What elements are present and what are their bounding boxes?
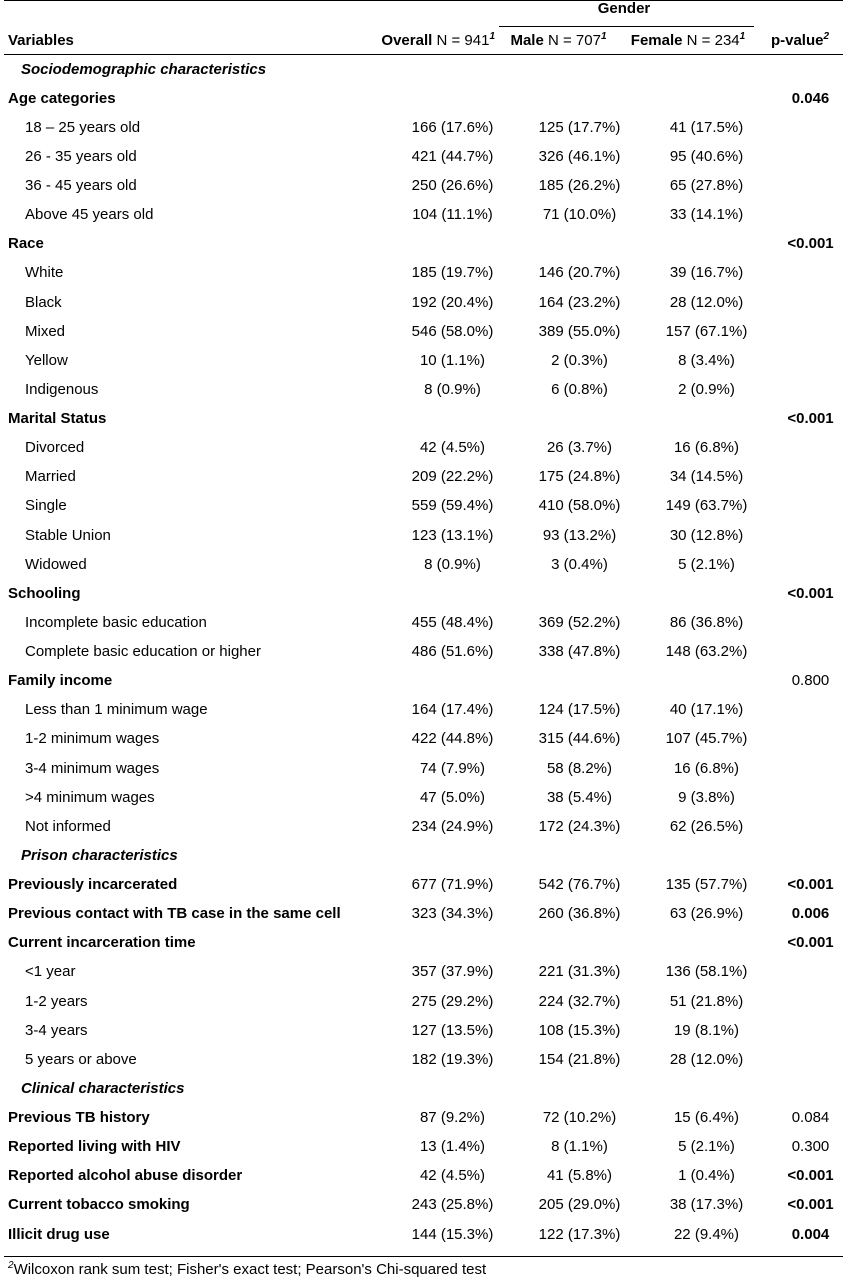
category-row bbox=[0, 754, 847, 783]
male-cell: 542 (76.7%) bbox=[538, 876, 621, 894]
category-row bbox=[0, 783, 847, 812]
overall-cell: 357 (37.9%) bbox=[411, 963, 494, 981]
variable-row bbox=[0, 1133, 847, 1162]
overall-cell: 422 (44.8%) bbox=[411, 730, 494, 748]
pvalue-cell bbox=[774, 434, 847, 463]
male-cell: 224 (32.7%) bbox=[538, 992, 621, 1010]
header-male: Male $N = 707^1$ bbox=[510, 31, 607, 49]
row-label: 1-2 years bbox=[25, 992, 88, 1010]
female-cell: 136 (58.1%) bbox=[665, 963, 748, 981]
female-cell: 107 (45.7%) bbox=[665, 730, 748, 748]
section-row bbox=[0, 55, 847, 84]
overall-cell: 486 (51.6%) bbox=[411, 643, 494, 661]
row-label: Widowed bbox=[25, 555, 87, 573]
row-label: Previous TB history bbox=[8, 1109, 150, 1127]
overall-cell bbox=[385, 579, 520, 608]
female-cell: 16 (6.8%) bbox=[673, 759, 740, 777]
footnote: $^2$Wilcoxon rank sum test; Fisher's exact test; Pearson's Chi-squared test bbox=[8, 1260, 487, 1278]
overall-cell: 10 (1.1%) bbox=[419, 351, 486, 369]
male-cell: 2 (0.3%) bbox=[551, 351, 608, 369]
male-cell: 185 (26.2%) bbox=[538, 177, 621, 195]
male-cell: 72 (10.2%) bbox=[542, 1109, 617, 1127]
row-label: Sociodemographic characteristics bbox=[21, 60, 267, 78]
row-label: Prison characteristics bbox=[21, 846, 178, 864]
row-label: Mixed bbox=[25, 322, 66, 340]
pvalue-cell: <0.001 bbox=[787, 876, 834, 894]
section-row bbox=[0, 1074, 847, 1103]
female-cell: 28 (12.0%) bbox=[669, 1050, 744, 1068]
male-cell: 164 (23.2%) bbox=[538, 293, 621, 311]
pvalue-cell: 0.800 bbox=[791, 672, 830, 690]
pvalue-cell bbox=[774, 259, 847, 288]
overall-cell bbox=[385, 667, 520, 696]
male-cell bbox=[520, 1074, 639, 1103]
male-cell: 326 (46.1%) bbox=[538, 147, 621, 165]
overall-cell: 8 (0.9%) bbox=[424, 380, 481, 398]
overall-cell: 104 (11.1%) bbox=[412, 206, 493, 224]
pvalue-cell bbox=[774, 638, 847, 667]
pvalue-cell bbox=[774, 288, 847, 317]
row-label: Black bbox=[25, 293, 62, 311]
row-label: 3-4 minimum wages bbox=[25, 759, 160, 777]
variable-row bbox=[0, 579, 847, 608]
pvalue-cell: 0.004 bbox=[791, 1225, 830, 1243]
category-row bbox=[0, 201, 847, 230]
female-cell: 40 (17.1%) bbox=[669, 701, 744, 719]
row-label: 36 - 45 years old bbox=[25, 177, 137, 195]
category-row bbox=[0, 1016, 847, 1045]
variable-row bbox=[0, 871, 847, 900]
female-cell bbox=[639, 1074, 774, 1103]
male-cell: 410 (58.0%) bbox=[538, 497, 621, 515]
overall-cell bbox=[385, 405, 520, 434]
female-cell: 34 (14.5%) bbox=[669, 468, 744, 486]
category-row bbox=[0, 259, 847, 288]
overall-cell: 559 (59.4%) bbox=[411, 497, 494, 515]
male-cell: 175 (24.8%) bbox=[538, 468, 621, 486]
pvalue-cell bbox=[774, 375, 847, 404]
female-cell: 148 (63.2%) bbox=[665, 643, 748, 661]
male-cell: 172 (24.3%) bbox=[538, 817, 621, 835]
row-label: Illicit drug use bbox=[8, 1225, 110, 1243]
male-cell: 26 (3.7%) bbox=[546, 439, 613, 457]
male-cell: 338 (47.8%) bbox=[538, 643, 621, 661]
overall-cell: 164 (17.4%) bbox=[411, 701, 494, 719]
category-row bbox=[0, 317, 847, 346]
row-label: Divorced bbox=[25, 439, 85, 457]
gender-underline bbox=[499, 26, 754, 27]
pvalue-cell: 0.046 bbox=[791, 89, 830, 107]
variable-row bbox=[0, 929, 847, 958]
overall-cell: 243 (25.8%) bbox=[411, 1196, 494, 1214]
overall-cell: 182 (19.3%) bbox=[411, 1050, 494, 1068]
category-row bbox=[0, 113, 847, 142]
category-row bbox=[0, 346, 847, 375]
row-label: Marital Status bbox=[8, 410, 107, 428]
female-cell: 149 (63.7%) bbox=[665, 497, 748, 515]
category-row bbox=[0, 463, 847, 492]
female-cell: 2 (0.9%) bbox=[678, 380, 735, 398]
row-label: Previously incarcerated bbox=[8, 876, 178, 894]
overall-cell: 185 (19.7%) bbox=[411, 264, 494, 282]
overall-cell: 13 (1.4%) bbox=[419, 1138, 486, 1156]
row-label: Above 45 years old bbox=[25, 206, 154, 224]
row-label: Family income bbox=[8, 672, 113, 690]
female-cell: 95 (40.6%) bbox=[669, 147, 744, 165]
header-female: Female $N = 234^1$ bbox=[630, 31, 746, 49]
row-label: Race bbox=[8, 235, 44, 253]
male-cell bbox=[520, 55, 639, 84]
overall-cell: 47 (5.0%) bbox=[419, 788, 486, 806]
category-row bbox=[0, 288, 847, 317]
female-cell: 30 (12.8%) bbox=[669, 526, 744, 544]
female-cell: 86 (36.8%) bbox=[669, 613, 744, 631]
row-label: 1-2 minimum wages bbox=[25, 730, 160, 748]
variable-row bbox=[0, 1220, 847, 1249]
pvalue-cell: <0.001 bbox=[787, 1196, 834, 1214]
pvalue-cell bbox=[774, 696, 847, 725]
row-label: Single bbox=[25, 497, 67, 515]
category-row bbox=[0, 608, 847, 637]
male-cell: 205 (29.0%) bbox=[538, 1196, 621, 1214]
female-cell bbox=[639, 929, 774, 958]
pvalue-cell bbox=[774, 492, 847, 521]
header-overall: Overall $N = 941^1$ bbox=[381, 31, 495, 49]
overall-cell: 275 (29.2%) bbox=[411, 992, 494, 1010]
female-cell: 5 (2.1%) bbox=[678, 1138, 735, 1156]
male-cell: 315 (44.6%) bbox=[538, 730, 621, 748]
female-cell bbox=[639, 667, 774, 696]
pvalue-cell bbox=[774, 346, 847, 375]
male-cell: 93 (13.2%) bbox=[542, 526, 617, 544]
category-row bbox=[0, 638, 847, 667]
category-row bbox=[0, 812, 847, 841]
male-cell: 71 (10.0%) bbox=[542, 206, 617, 224]
category-row bbox=[0, 172, 847, 201]
pvalue-cell: 0.084 bbox=[791, 1109, 830, 1127]
overall-cell: 209 (22.2%) bbox=[411, 468, 494, 486]
male-cell: 58 (8.2%) bbox=[546, 759, 613, 777]
characteristics-table bbox=[0, 55, 847, 1249]
category-row bbox=[0, 987, 847, 1016]
section-row bbox=[0, 841, 847, 870]
overall-cell: 166 (17.6%) bbox=[411, 118, 494, 136]
overall-cell bbox=[385, 230, 520, 259]
overall-cell bbox=[385, 84, 520, 113]
variable-row bbox=[0, 1162, 847, 1191]
female-cell: 8 (3.4%) bbox=[678, 351, 735, 369]
male-cell: 221 (31.3%) bbox=[538, 963, 621, 981]
pvalue-cell bbox=[774, 550, 847, 579]
row-label: White bbox=[25, 264, 64, 282]
table-document: Gender Variables Overall $N = 941^1$ Male $N = 707^1$ Female $N = 234^1$ p-value$^2$ Sociodemographic characteristics Age categories 0.046 18 – 25 years old 166 (17.6%) 125 (17.7%) 41 (17.5%) 26 - 35 years old 421 (44.7%) 326 (46.1%) 95 (40.6%) 36 - 45 years old 250 (26.6%) 185 (26.2%) 65 (27.8%) Above 45 years old 104 (11.1%) 71 (10.0%) 33 (14.1%) Race <0.001 White 185 (19.7%) 146 (20.7%) 39 (16.7%) Black 192 (20.4%) 164 (23.2%) 28 (12.0%) Mixed 546 (58.0%) 389 (55.0%) 157 (67.1%) Yellow 10 (1.1%) 2 (0.3%) 8 (3.4%) Indigenous 8 (0.9%) 6 (0.8%) 2 (0.9%) Marital Status <0.001 Divorced 42 (4.5%) 26 (3.7%) 16 (6.8%) Married 209 (22.2%) 175 (24.8%) 34 (14.5%) Single 559 (59.4%) 410 (58.0%) 149 (63.7%) Stable Union 123 (13.1%) 93 (13.2%) 30 (12.8%) Widowed 8 (0.9%) 3 (0.4%) 5 (2.1%) Schooling <0.001 Incomplete basic education 455 (48.4%) 369 (52.2%) 86 (36.8%) Complete basic education or higher 486 (51.6%) 338 (47.8%) 148 (63.2%) Family income 0.800 Less than 1 minimum wage 164 (17.4%) 124 (17.5%) 40 (17.1%) 1-2 minimum wages 422 (44.8%) 315 (44.6%) 107 (45.7%) 3-4 minimum wages 74 (7.9%) 58 (8.2%) 16 (6.8%) >4 minimum wages 47 (5.0%) 38 (5.4%) 9 (3.8%) Not informed 234 (24.9%) 172 (24.3%) 62 (26.5%) Prison characteristics Previously incarcerated 677 (71.9%) 542 (76.7%) 135 (57.7%) <0.001 Previous contact with TB case in the same cell 323 (34.3%) 260 (36.8%) 63 (26.9%) 0.006 Current incarceration time <0.001 <1 year 357 (37.9%) 221 (31.3%) 136 (58.1%) 1-2 years 275 (29.2%) 224 (32.7%) 51 (21.8%) 3-4 years 127 (13.5%) 108 (15.3%) 19 (8.1%) 5 years or above 182 (19.3%) 154 (21.8%) 28 (12.0%) Clinical characteristics Previous TB history 87 (9.2%) 72 (10.2%) 15 (6.4%) 0.084 Reported living with HIV 13 (1.4%) 8 (1.1%) 5 (2.1%) 0.300 Reported alcohol abuse disorder 42 (4.5%) 41 (5.8%) 1 (0.4%) <0.001 Current tobacco smoking 243 (25.8%) 205 (29.0%) 38 (17.3%) <0.001 Illicit drug use 144 (15.3%) 122 (17.3%) 22 (9.4%) 0.004 $^2$Wilcoxon rank sum test; Fisher's exact test; Pearson's Chi-squared test bbox=[0, 0, 847, 1280]
row-label: Current tobacco smoking bbox=[8, 1196, 190, 1214]
pvalue-cell bbox=[774, 1016, 847, 1045]
pvalue-cell: 0.006 bbox=[791, 905, 830, 923]
category-row bbox=[0, 958, 847, 987]
pvalue-cell bbox=[774, 201, 847, 230]
male-cell: 38 (5.4%) bbox=[546, 788, 613, 806]
variable-row bbox=[0, 230, 847, 259]
row-label: Incomplete basic education bbox=[25, 613, 207, 631]
pvalue-cell: <0.001 bbox=[787, 235, 834, 253]
category-row bbox=[0, 1045, 847, 1074]
row-label: Previous contact with TB case in the same cell bbox=[8, 905, 341, 923]
male-cell: 3 (0.4%) bbox=[551, 555, 608, 573]
overall-cell: 144 (15.3%) bbox=[411, 1225, 494, 1243]
male-cell: 124 (17.5%) bbox=[538, 701, 621, 719]
header-pvalue: p-value$^2$ bbox=[770, 31, 830, 49]
row-label: Stable Union bbox=[25, 526, 111, 544]
overall-cell: 42 (4.5%) bbox=[419, 1167, 486, 1185]
row-label: Age categories bbox=[8, 89, 116, 107]
category-row bbox=[0, 375, 847, 404]
female-cell: 65 (27.8%) bbox=[669, 177, 744, 195]
male-cell: 6 (0.8%) bbox=[551, 380, 608, 398]
row-label: 5 years or above bbox=[25, 1050, 137, 1068]
overall-cell: 42 (4.5%) bbox=[419, 439, 486, 457]
male-cell bbox=[520, 929, 639, 958]
category-row bbox=[0, 521, 847, 550]
overall-cell: 250 (26.6%) bbox=[411, 177, 494, 195]
female-cell bbox=[639, 579, 774, 608]
variable-row bbox=[0, 667, 847, 696]
overall-cell: 127 (13.5%) bbox=[411, 1021, 494, 1039]
pvalue-cell: 0.300 bbox=[791, 1138, 830, 1156]
overall-cell: 455 (48.4%) bbox=[411, 613, 494, 631]
pvalue-cell bbox=[774, 55, 847, 84]
female-cell: 157 (67.1%) bbox=[665, 322, 748, 340]
male-cell: 108 (15.3%) bbox=[538, 1021, 621, 1039]
male-cell: 369 (52.2%) bbox=[538, 613, 621, 631]
row-label: Reported alcohol abuse disorder bbox=[8, 1167, 243, 1185]
pvalue-cell bbox=[774, 987, 847, 1016]
female-cell: 9 (3.8%) bbox=[678, 788, 735, 806]
category-row bbox=[0, 725, 847, 754]
pvalue-cell bbox=[774, 783, 847, 812]
overall-cell bbox=[385, 1074, 520, 1103]
male-cell: 41 (5.8%) bbox=[546, 1167, 613, 1185]
overall-cell: 74 (7.9%) bbox=[419, 759, 486, 777]
row-label: Yellow bbox=[25, 351, 68, 369]
female-cell: 39 (16.7%) bbox=[669, 264, 744, 282]
female-cell bbox=[639, 84, 774, 113]
pvalue-cell bbox=[774, 608, 847, 637]
overall-cell: 677 (71.9%) bbox=[411, 876, 494, 894]
row-label: Indigenous bbox=[25, 380, 99, 398]
header-variables: Variables bbox=[8, 32, 74, 49]
female-cell: 16 (6.8%) bbox=[673, 439, 740, 457]
row-label: Clinical characteristics bbox=[21, 1079, 185, 1097]
female-cell: 5 (2.1%) bbox=[678, 555, 735, 573]
pvalue-cell bbox=[774, 317, 847, 346]
pvalue-cell bbox=[774, 463, 847, 492]
row-label: 18 – 25 years old bbox=[25, 118, 141, 136]
overall-cell: 123 (13.1%) bbox=[411, 526, 494, 544]
male-cell bbox=[520, 405, 639, 434]
category-row bbox=[0, 696, 847, 725]
row-label: Less than 1 minimum wage bbox=[25, 701, 208, 719]
pvalue-cell bbox=[774, 725, 847, 754]
male-cell: 8 (1.1%) bbox=[551, 1138, 608, 1156]
pvalue-cell bbox=[774, 958, 847, 987]
female-cell: 41 (17.5%) bbox=[669, 118, 744, 136]
female-cell: 135 (57.7%) bbox=[665, 876, 748, 894]
category-row bbox=[0, 550, 847, 579]
female-cell: 33 (14.1%) bbox=[669, 206, 744, 224]
top-rule bbox=[4, 0, 843, 1]
male-cell: 154 (21.8%) bbox=[538, 1050, 621, 1068]
female-cell: 28 (12.0%) bbox=[669, 293, 744, 311]
male-cell: 125 (17.7%) bbox=[538, 118, 621, 136]
male-cell: 260 (36.8%) bbox=[538, 905, 621, 923]
pvalue-cell bbox=[774, 812, 847, 841]
variable-row bbox=[0, 900, 847, 929]
overall-cell bbox=[385, 841, 520, 870]
female-cell: 51 (21.8%) bbox=[669, 992, 744, 1010]
row-label: Complete basic education or higher bbox=[25, 643, 261, 661]
female-cell: 38 (17.3%) bbox=[669, 1196, 744, 1214]
pvalue-cell: <0.001 bbox=[787, 584, 834, 602]
variable-row bbox=[0, 405, 847, 434]
female-cell: 62 (26.5%) bbox=[669, 817, 744, 835]
row-label: >4 minimum wages bbox=[25, 788, 155, 806]
overall-cell: 192 (20.4%) bbox=[411, 293, 494, 311]
bottom-rule bbox=[4, 1256, 843, 1257]
male-cell bbox=[520, 84, 639, 113]
pvalue-cell: <0.001 bbox=[787, 934, 834, 952]
overall-cell: 421 (44.7%) bbox=[411, 147, 494, 165]
pvalue-cell: <0.001 bbox=[787, 1167, 834, 1185]
pvalue-cell bbox=[774, 142, 847, 171]
row-label: Married bbox=[25, 468, 76, 486]
pvalue-cell bbox=[774, 172, 847, 201]
male-cell bbox=[520, 579, 639, 608]
overall-cell: 87 (9.2%) bbox=[419, 1109, 486, 1127]
overall-cell: 8 (0.9%) bbox=[424, 555, 481, 573]
row-label: 3-4 years bbox=[25, 1021, 88, 1039]
female-cell bbox=[639, 55, 774, 84]
row-label: Current incarceration time bbox=[8, 934, 196, 952]
female-cell: 63 (26.9%) bbox=[669, 905, 744, 923]
female-cell bbox=[639, 405, 774, 434]
female-cell: 15 (6.4%) bbox=[673, 1109, 740, 1127]
pvalue-cell bbox=[774, 113, 847, 142]
female-cell: 19 (8.1%) bbox=[673, 1021, 740, 1039]
overall-cell bbox=[385, 929, 520, 958]
male-cell: 146 (20.7%) bbox=[538, 264, 621, 282]
row-label: 26 - 35 years old bbox=[25, 147, 137, 165]
variable-row bbox=[0, 1104, 847, 1133]
variable-row bbox=[0, 84, 847, 113]
pvalue-cell: <0.001 bbox=[787, 410, 834, 428]
category-row bbox=[0, 492, 847, 521]
overall-cell bbox=[385, 55, 520, 84]
male-cell bbox=[520, 667, 639, 696]
female-cell bbox=[639, 841, 774, 870]
row-label: Schooling bbox=[8, 584, 81, 602]
male-cell: 389 (55.0%) bbox=[538, 322, 621, 340]
female-cell: 22 (9.4%) bbox=[673, 1225, 740, 1243]
category-row bbox=[0, 434, 847, 463]
row-label: Not informed bbox=[25, 817, 111, 835]
pvalue-cell bbox=[774, 754, 847, 783]
male-cell: 122 (17.3%) bbox=[538, 1225, 621, 1243]
pvalue-cell bbox=[774, 521, 847, 550]
variable-row bbox=[0, 1191, 847, 1220]
pvalue-cell bbox=[774, 1045, 847, 1074]
male-cell bbox=[520, 841, 639, 870]
female-cell bbox=[639, 230, 774, 259]
overall-cell: 323 (34.3%) bbox=[411, 905, 494, 923]
male-cell bbox=[520, 230, 639, 259]
female-cell: 1 (0.4%) bbox=[678, 1167, 735, 1185]
pvalue-cell bbox=[774, 841, 847, 870]
overall-cell: 234 (24.9%) bbox=[411, 817, 494, 835]
category-row bbox=[0, 142, 847, 171]
overall-cell: 546 (58.0%) bbox=[411, 322, 494, 340]
row-label: <1 year bbox=[25, 963, 76, 981]
row-label: Reported living with HIV bbox=[8, 1138, 181, 1156]
pvalue-cell bbox=[774, 1074, 847, 1103]
